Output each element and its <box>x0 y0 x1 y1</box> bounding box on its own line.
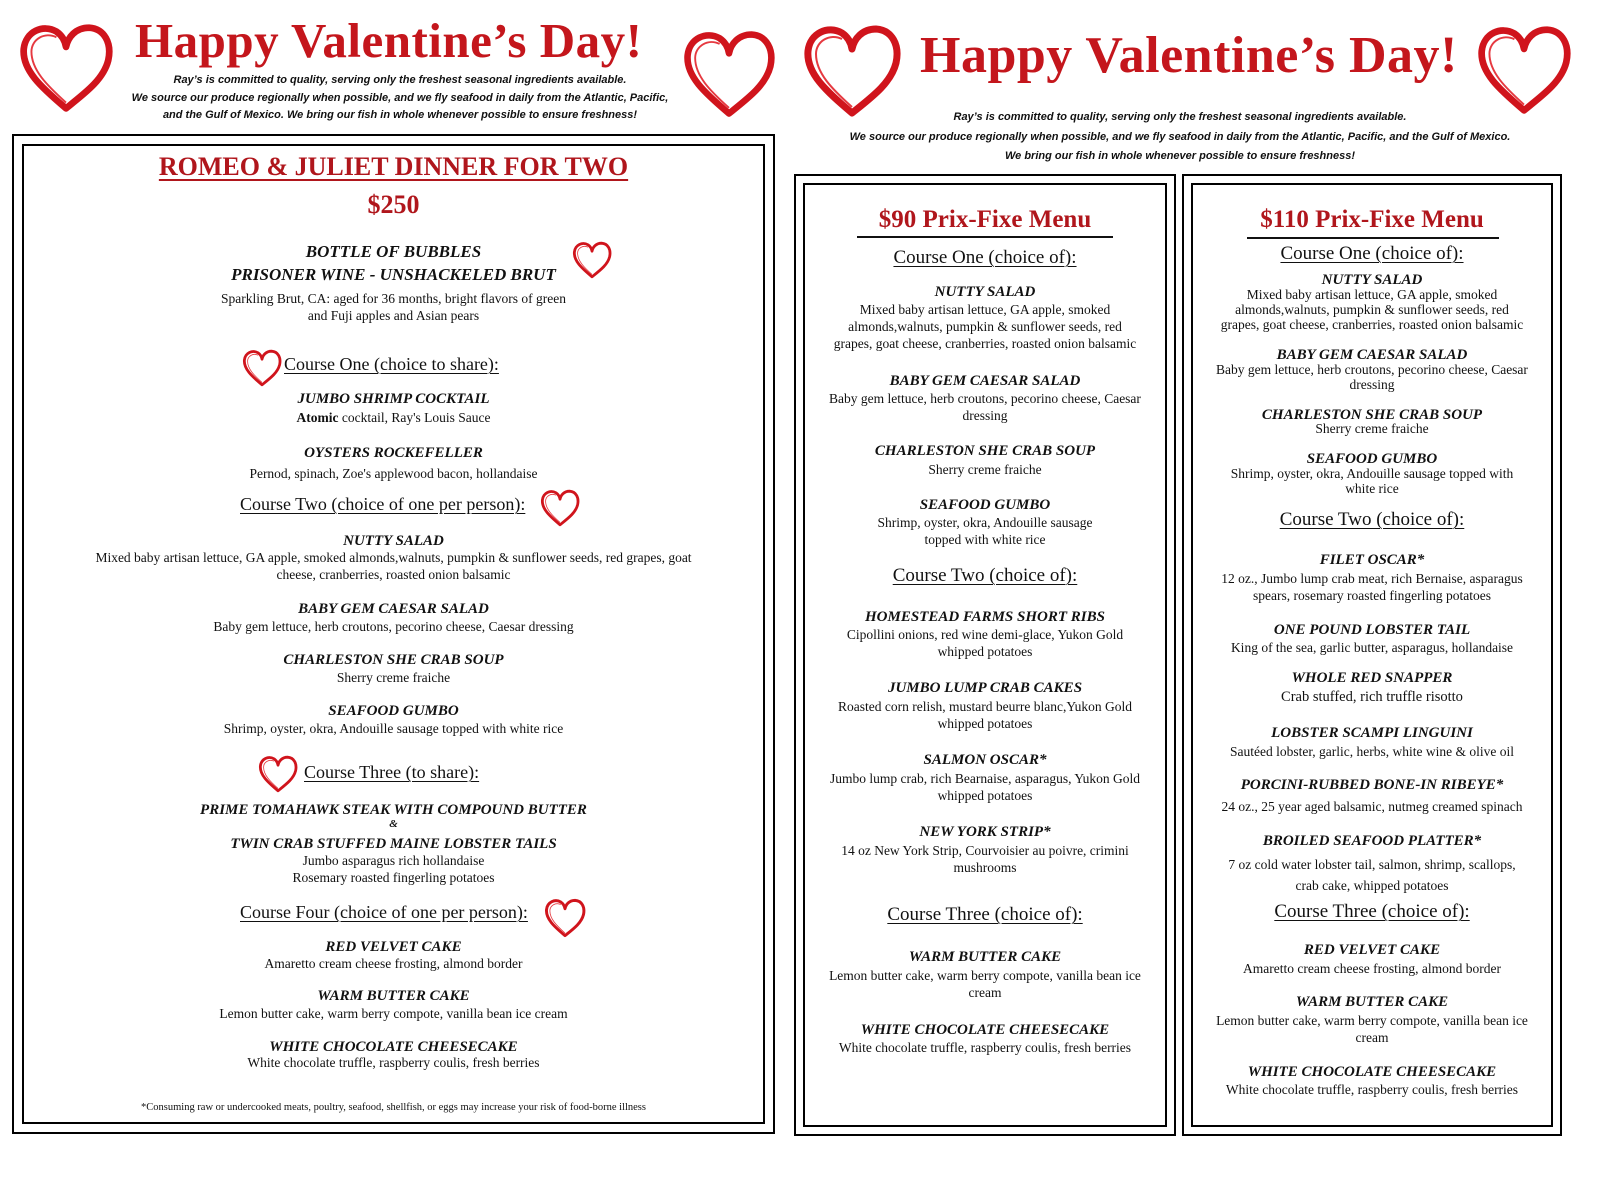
wine-line-2: PRISONER WINE - UNSHACKELED BRUT <box>231 265 556 284</box>
dish-desc: Lemon butter cake, warm berry compote, vanilla bean ice cream <box>219 1006 568 1021</box>
dish-name: NUTTY SALAD <box>1321 272 1423 288</box>
intro-text: Ray’s is committed to quality, serving only the freshest seasonal ingredients available. We source our produce regionally when possible, and we fly seafood in daily from the Atlantic, Pacific, and the Gulf of Mexico. We bring our fish in whole whenever possible to ensure freshness! <box>131 74 669 121</box>
dish-name: ONE POUND LOBSTER TAIL <box>1273 622 1471 638</box>
dish-desc: White chocolate truffle, raspberry coulis, fresh berries <box>1225 1082 1519 1097</box>
menu-title: ROMEO & JULIET DINNER FOR TWO <box>158 152 629 181</box>
heart-icon <box>258 752 298 796</box>
menu-price: $250 <box>367 190 420 219</box>
dish-name: RED VELVET CAKE <box>325 939 462 955</box>
course-two-heading: Course Two (choice of): <box>892 565 1078 586</box>
dish-desc: Roasted corn relish, mustard beurre blanc,Yukon Gold whipped potatoes <box>838 699 1132 731</box>
course-one-heading: Course One (choice to share): <box>284 354 499 374</box>
dish-name: WHITE CHOCOLATE CHEESECAKE <box>269 1039 518 1055</box>
dish-name: PORCINI-RUBBED BONE-IN RIBEYE* <box>1240 777 1504 793</box>
dish-desc: Sherry creme fraiche <box>928 462 1042 477</box>
dish-name: FILET OSCAR* <box>1319 552 1425 568</box>
page-title: Happy Valentine’s Day! <box>920 27 1458 84</box>
dish-name: BABY GEM CAESAR SALAD <box>298 601 489 617</box>
dish-name: JUMBO LUMP CRAB CAKES <box>887 680 1083 696</box>
dish-desc: 12 oz., Jumbo lump crab meat, rich Bernaise, asparagus spears, rosemary roasted fingerling potatoes <box>1221 571 1523 603</box>
dish-name: BABY GEM CAESAR SALAD <box>889 373 1081 389</box>
wine-desc: Sparkling Brut, CA: aged for 36 months, bright flavors of green and Fuji apples and Asian pears <box>221 291 566 323</box>
dish-desc: Jumbo lump crab, rich Bearnaise, asparagus, Yukon Gold whipped potatoes <box>830 771 1140 803</box>
dish-desc: White chocolate truffle, raspberry coulis, fresh berries <box>247 1055 540 1070</box>
heart-icon <box>18 18 114 118</box>
dish-desc: Pernod, spinach, Zoe's applewood bacon, hollandaise <box>249 466 538 481</box>
heart-icon <box>540 486 580 530</box>
heart-icon <box>572 238 612 282</box>
heart-icon <box>242 346 282 390</box>
dish-name: SEAFOOD GUMBO <box>919 497 1051 513</box>
heart-icon <box>682 24 776 124</box>
dish-name: CHARLESTON SHE CRAB SOUP <box>283 652 504 668</box>
dish-name: JUMBO SHRIMP COCKTAIL <box>297 391 490 407</box>
dish-name: PRIME TOMAHAWK STEAK WITH COMPOUND BUTTER <box>200 802 587 818</box>
course-one-heading: Course One (choice of): <box>893 247 1077 268</box>
dish-name: BROILED SEAFOOD PLATTER* <box>1262 833 1482 849</box>
title-rule <box>857 236 1113 238</box>
dish-name: SEAFOOD GUMBO <box>1306 451 1438 467</box>
dish-name: WARM BUTTER CAKE <box>317 988 470 1004</box>
dish-desc: Shrimp, oyster, okra, Andouille sausage topped with white rice <box>877 515 1093 547</box>
dish-desc: Mixed baby artisan lettuce, GA apple, smoked almonds,walnuts, pumpkin & sunflower seeds, red grapes, goat cheese, cranberries, roasted onion balsamic <box>833 302 1137 351</box>
dish-desc: Mixed baby artisan lettuce, GA apple, smoked almonds,walnuts, pumpkin & sunflower seeds, red grapes, goat cheese, cranberries, roasted onion balsamic <box>95 550 692 582</box>
dish-desc: Crab stuffed, rich truffle risotto <box>1281 689 1463 705</box>
dish-name: CHARLESTON SHE CRAB SOUP <box>874 443 1096 459</box>
dish-name: NEW YORK STRIP* <box>919 824 1051 840</box>
dish-name: WARM BUTTER CAKE <box>908 949 1062 965</box>
course-two-heading: Course Two (choice of): <box>1279 509 1465 530</box>
dish-name: TWIN CRAB STUFFED MAINE LOBSTER TAILS <box>230 836 557 852</box>
right-page <box>800 0 1600 1178</box>
dish-name: NUTTY SALAD <box>934 284 1036 300</box>
course-three-heading: Course Three (choice of): <box>887 904 1083 925</box>
dish-desc: Mixed baby artisan lettuce, GA apple, smoked almonds,walnuts, pumpkin & sunflower seeds, red grapes, goat cheese, cranberries, roasted onion balsamic <box>1220 287 1524 332</box>
dish-desc: 24 oz., 25 year aged balsamic, nutmeg creamed spinach <box>1221 799 1523 814</box>
course-two-heading: Course Two (choice of one per person): <box>240 494 526 514</box>
dish-desc: Cipollini onions, red wine demi-glace, Yukon Gold whipped potatoes <box>846 627 1124 659</box>
dish-desc: Amaretto cream cheese frosting, almond border <box>1243 961 1501 976</box>
ampersand: & <box>389 818 398 830</box>
dish-desc: Shrimp, oyster, okra, Andouille sausage topped with white rice <box>223 721 564 736</box>
dish-desc: 14 oz New York Strip, Courvoisier au poivre, crimini mushrooms <box>841 843 1129 875</box>
dish-name: RED VELVET CAKE <box>1303 942 1441 958</box>
dish-desc: Lemon butter cake, warm berry compote, vanilla bean ice cream <box>829 968 1141 1000</box>
dish-desc: Atomic cocktail, Ray's Louis Sauce <box>296 410 491 425</box>
dish-desc: Lemon butter cake, warm berry compote, vanilla bean ice cream <box>1216 1013 1528 1045</box>
dish-desc: Baby gem lettuce, herb croutons, pecorino cheese, Caesar dressing <box>829 391 1141 423</box>
course-one-heading: Course One (choice of): <box>1280 243 1464 264</box>
menu-title: $110 Prix-Fixe Menu <box>1260 206 1484 233</box>
dish-desc: Baby gem lettuce, herb croutons, pecorino cheese, Caesar dressing <box>1216 362 1528 392</box>
course-three-heading: Course Three (to share): <box>304 762 480 782</box>
dish-desc: Jumbo asparagus rich hollandaise Rosemary roasted fingerling potatoes <box>292 853 495 885</box>
disclaimer: *Consuming raw or undercooked meats, poultry, seafood, shellfish, or eggs may increase your risk of food-borne illness <box>141 1102 646 1113</box>
dish-desc: 7 oz cold water lobster tail, salmon, shrimp, scallops, crab cake, whipped potatoes <box>1228 857 1516 893</box>
dish-desc: Amaretto cream cheese frosting, almond border <box>264 956 523 971</box>
course-three-heading: Course Three (choice of): <box>1274 901 1470 922</box>
dish-desc: Shrimp, oyster, okra, Andouille sausage topped with white rice <box>1230 466 1514 496</box>
dish-name: WHOLE RED SNAPPER <box>1291 670 1453 686</box>
dish-name: CHARLESTON SHE CRAB SOUP <box>1261 407 1483 423</box>
dish-name: HOMESTEAD FARMS SHORT RIBS <box>865 609 1105 625</box>
dish-name: SEAFOOD GUMBO <box>328 703 459 719</box>
dish-name: WHITE CHOCOLATE CHEESECAKE <box>1247 1064 1497 1080</box>
dish-desc: White chocolate truffle, raspberry coulis, fresh berries <box>838 1040 1132 1055</box>
menu-title: $90 Prix-Fixe Menu <box>878 206 1092 233</box>
dish-name: LOBSTER SCAMPI LINGUINI <box>1271 725 1473 741</box>
romeo-juliet-menu <box>24 146 763 1122</box>
dish-desc: Sherry creme fraiche <box>1315 421 1429 436</box>
dish-desc: Sautéed lobster, garlic, herbs, white wine & olive oil <box>1229 744 1514 759</box>
dish-name: BABY GEM CAESAR SALAD <box>1276 347 1468 363</box>
prix-fixe-110-menu <box>1193 185 1551 1125</box>
prix-fixe-90-menu <box>805 185 1165 1125</box>
heart-icon <box>544 894 586 942</box>
wine-line-1: BOTTLE OF BUBBLES <box>305 242 482 261</box>
dish-name: WARM BUTTER CAKE <box>1295 994 1449 1010</box>
title-rule <box>1247 237 1499 239</box>
dish-name: OYSTERS ROCKEFELLER <box>304 445 483 461</box>
page-title: Happy Valentine’s Day! <box>135 13 643 68</box>
dish-desc: Baby gem lettuce, herb croutons, pecorino cheese, Caesar dressing <box>213 619 574 634</box>
intro-text: Ray’s is committed to quality, serving only the freshest seasonal ingredients available. We source our produce regionally when possible, and we fly seafood in daily from the Atlantic, Pacific, and the Gulf of Mexico. We bring our fish in whole whenever possible to ensure freshness! <box>849 111 1511 162</box>
course-four-heading: Course Four (choice of one per person): <box>240 902 528 922</box>
dish-name: NUTTY SALAD <box>343 533 444 549</box>
dish-name: SALMON OSCAR* <box>923 752 1047 768</box>
dish-desc: Sherry creme fraiche <box>336 670 451 685</box>
dish-desc: King of the sea, garlic butter, asparagus, hollandaise <box>1230 640 1514 655</box>
dish-name: WHITE CHOCOLATE CHEESECAKE <box>860 1022 1110 1038</box>
